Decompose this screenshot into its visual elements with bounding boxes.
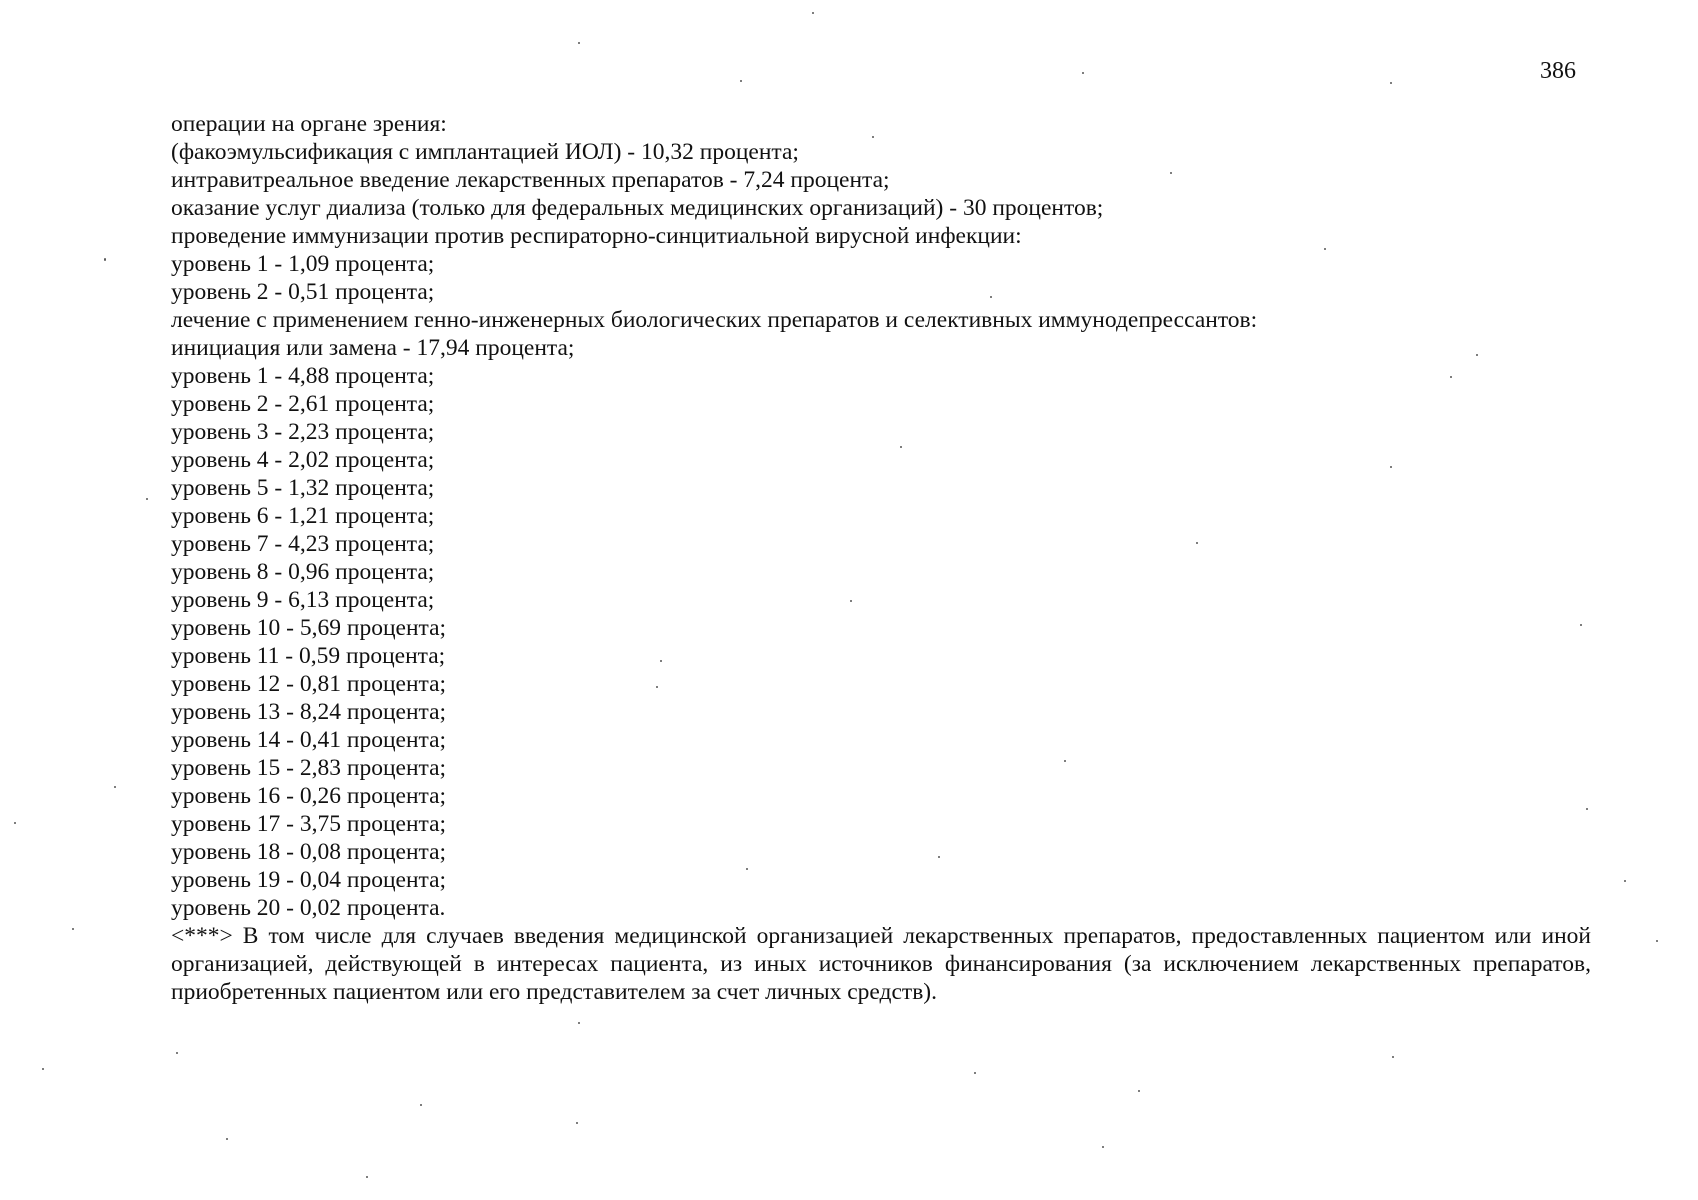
text-line: уровень 1 - 4,88 процента; (171, 363, 435, 389)
scan-speck (740, 80, 742, 82)
scan-speck (746, 868, 748, 870)
scan-speck (1082, 72, 1084, 74)
text-line: уровень 11 - 0,59 процента; (171, 643, 446, 669)
scan-speck (578, 1022, 580, 1024)
scan-speck (660, 660, 662, 662)
text-line: операции на органе зрения: (171, 111, 447, 137)
text-line: инициация или замена - 17,94 процента; (171, 335, 575, 361)
text-line: (факоэмульсификация с имплантацией ИОЛ) - 10,32 процента; (171, 139, 799, 165)
scan-speck (850, 600, 852, 602)
scan-speck (1450, 376, 1452, 378)
text-line: уровень 2 - 0,51 процента; (171, 279, 435, 305)
text-line: уровень 13 - 8,24 процента; (171, 699, 447, 725)
scan-speck (1390, 466, 1392, 468)
scan-speck (1138, 1090, 1140, 1092)
scan-speck (1586, 808, 1588, 810)
scan-speck (1624, 880, 1626, 882)
text-line: уровень 1 - 1,09 процента; (171, 251, 435, 277)
text-line: уровень 2 - 2,61 процента; (171, 391, 435, 417)
scan-speck (576, 1122, 578, 1124)
scan-speck (938, 856, 940, 858)
scan-speck (578, 42, 580, 44)
scan-speck (1324, 248, 1326, 250)
scan-speck (104, 258, 106, 261)
scan-speck (974, 1072, 976, 1074)
text-line: лечение с применением генно-инженерных биологических препаратов и селективных иммунодепрессантов: (171, 307, 1258, 333)
scan-speck (176, 1052, 178, 1054)
scan-speck (1580, 624, 1582, 626)
scan-speck (1196, 542, 1198, 544)
scan-speck (656, 686, 658, 688)
scan-speck (872, 136, 874, 138)
text-line: уровень 12 - 0,81 процента; (171, 671, 447, 697)
text-line: интравитреальное введение лекарственных препаратов - 7,24 процента; (171, 167, 890, 193)
page-number: 386 (1540, 58, 1576, 84)
scan-speck (42, 1068, 44, 1070)
text-line: уровень 4 - 2,02 процента; (171, 447, 435, 473)
text-line: уровень 10 - 5,69 процента; (171, 615, 447, 641)
scan-speck (812, 12, 814, 14)
text-line: оказание услуг диализа (только для федеральных медицинских организаций) - 30 процентов; (171, 195, 1104, 221)
text-line: уровень 15 - 2,83 процента; (171, 755, 447, 781)
text-line: уровень 8 - 0,96 процента; (171, 559, 435, 585)
text-line: уровень 3 - 2,23 процента; (171, 419, 435, 445)
scan-speck (1392, 1056, 1394, 1058)
scan-speck (114, 786, 116, 788)
text-line: уровень 6 - 1,21 процента; (171, 503, 435, 529)
scan-speck (990, 296, 992, 298)
text-line: уровень 17 - 3,75 процента; (171, 811, 447, 837)
scan-speck (366, 1176, 368, 1178)
scan-speck (146, 498, 148, 500)
text-line: уровень 18 - 0,08 процента; (171, 839, 447, 865)
scan-speck (1476, 354, 1478, 356)
text-line: уровень 16 - 0,26 процента; (171, 783, 447, 809)
text-line: уровень 9 - 6,13 процента; (171, 587, 435, 613)
scan-speck (1170, 172, 1172, 174)
text-line: уровень 20 - 0,02 процента. (171, 895, 446, 921)
text-line: уровень 19 - 0,04 процента; (171, 867, 447, 893)
text-line: уровень 14 - 0,41 процента; (171, 727, 447, 753)
scan-speck (1656, 940, 1658, 942)
scan-speck (420, 1104, 422, 1106)
text-line: проведение иммунизации против респираторно-синцитиальной вирусной инфекции: (171, 223, 1022, 249)
body-text (171, 110, 1591, 1006)
scan-speck (14, 822, 16, 824)
scan-speck (1064, 760, 1066, 762)
scan-speck (1390, 82, 1392, 84)
text-line: уровень 7 - 4,23 процента; (171, 531, 435, 557)
scan-speck (72, 928, 74, 930)
text-line: уровень 5 - 1,32 процента; (171, 475, 435, 501)
footnote: <***> В том числе для случаев введения медицинской организацией лекарственных препаратов, предоставленных пациентом или иной организацией, действующей в интересах пациента, из иных источников финансирования (за исключением лекарственных препаратов, приобретенных пациентом или его представителем за счет личных средств). (171, 923, 1591, 1005)
scan-speck (226, 1138, 228, 1140)
scan-speck (900, 446, 902, 448)
scan-speck (1102, 1146, 1104, 1148)
